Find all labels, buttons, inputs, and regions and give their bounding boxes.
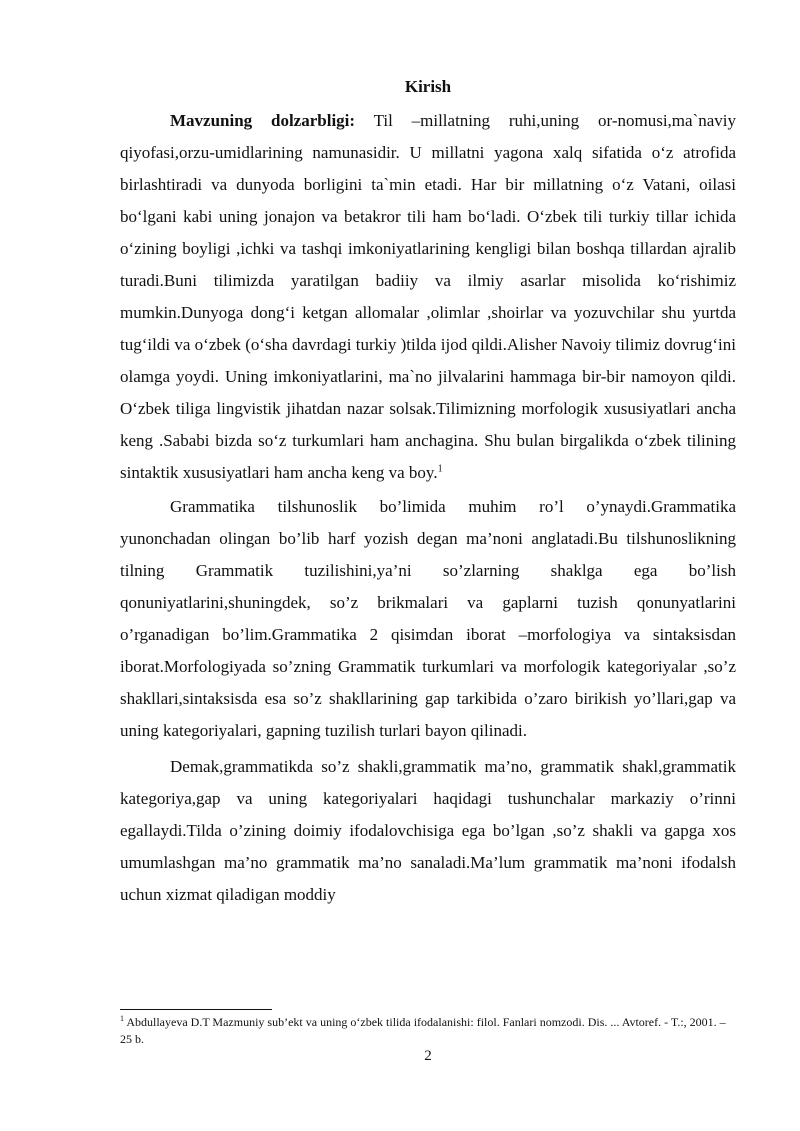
body-text: [120, 105, 736, 911]
paragraph-3-text: Demak,grammatikda so’z shakli,grammatik ma’no, grammatik shakl,grammatik kategoriya,gap va uning kategoriyalari haqidagi tushunchalar markaziy o’rinni egallaydi.Tilda o’zining doimiy ifodalovchisiga ega bo’lgan ,so’z shakli va gapga xos umumlashgan ma’no grammatik ma’no sanaladi.Ma’lum grammatik ma’noni ifodalsh uchun xizmat qiladigan moddiy: [120, 757, 736, 904]
paragraph-3: [120, 751, 736, 911]
footnote-reference[interactable]: 1: [437, 463, 443, 475]
footnote-text: Abdullayeva D.T Mazmuniy sub’ekt va uning o‘zbek tilida ifodalanishi: filol. Fanlari nomzodi. Dis. ... Avtoref. - T.:, 2001. – 25 b.: [120, 1015, 726, 1046]
section-title: Kirish: [404, 77, 452, 96]
footnote-mark: 1: [120, 1014, 124, 1023]
paragraph-1: [120, 105, 736, 489]
paragraph-1-text: Til –millatning ruhi,uning or-nomusi,ma`naviy qiyofasi,orzu-umidlarining namunasidir. U millatni yagona xalq sifatida o‘z atrofida birlashtiradi va dunyoda borligini ta`min etadi. Har bir millatning o‘z Vatani, oilasi bo‘lgani kabi uning jonajon va betakror tili ham bo‘ladi. O‘zbek tili turkiy tillar ichida o‘zining boyligi ,ichki va tashqi imkoniyatlarining kengligi bilan boshqa tillardan ajralib turadi.Buni tilimizda yaratilgan badiiy va ilmiy asarlar misolida ko‘rishimiz mumkin.Dunyoga dong‘i ketgan allomalar ,olimlar ,shoirlar va yozuvchilar shu yurtda tug‘ildi va o‘zbek (o‘sha davrdagi turkiy )tilda ijod qildi.Alisher Navoiy tilimiz dovrug‘ini olamga yoydi. Uning imkoniyatlarini, ma`no jilvalarini hammaga bir-bir namoyon qildi. O‘zbek tiliga lingvistik jihatdan nazar solsak.Tilimizning morfologik xususiyatlari ancha keng .Sababi bizda so‘z turkumlari ham anchagina. Shu bulan birgalikda o‘zbek tilining sintaktik xususiyatlari ham ancha keng va boy.: [120, 111, 736, 482]
paragraph-lead-heading: Mavzuning dolzarbligi:: [170, 111, 356, 130]
page-number: 2: [424, 1048, 432, 1064]
paragraph-2-text: Grammatika tilshunoslik bo’limida muhim ro’l o’ynaydi.Grammatika yunonchadan olingan bo’lib harf yozish degan ma’noni anglatadi.Bu tilshunoslikning tilning Grammatik tuzilishini,ya’ni so’zlarning shaklga ega bo’lish qonuniyatlarini,shuningdek, so’z brikmalari va gaplarni tuzish qonunyatlarini o’rganadigan bo’lim.Grammatika 2 qisimdan iborat –morfologiya va sintaksisdan iborat.Morfologiyada so’zning Grammatik turkumlari va morfologik kategoriyalar ,so’z shakllari,sintaksisda esa so’z shakllarining gap tarkibida o’zaro birikish yo’llari,gap va uning kategoriyalari, gapning tuzilish turlari bayon qilinadi.: [120, 497, 736, 740]
document-page: [120, 0, 736, 1131]
footnote: [120, 1014, 736, 1048]
footnote-separator: [120, 1009, 272, 1010]
paragraph-2: [120, 491, 736, 747]
